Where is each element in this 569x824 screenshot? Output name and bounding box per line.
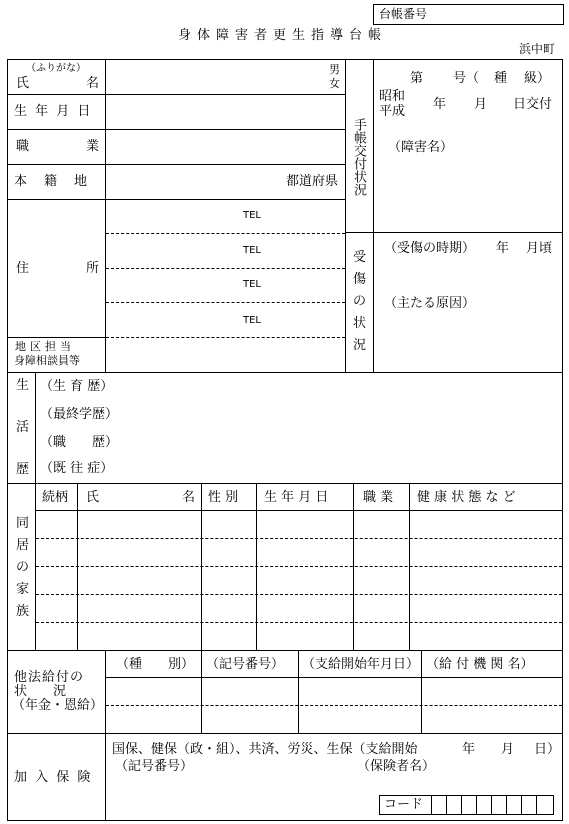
- injury-side-char-4: 状: [353, 316, 367, 331]
- benefits-header-type: （種 別）: [116, 657, 195, 672]
- handbook-year: 年: [433, 97, 447, 112]
- address-field-1[interactable]: [106, 200, 345, 233]
- code-label: コード: [384, 797, 424, 812]
- injury-time-label: （受傷の時期）: [384, 241, 476, 256]
- insurance-insurer-name: （保険者名）: [357, 759, 436, 774]
- family-header-occupation: 職 業: [363, 490, 394, 505]
- address-label-left: 住: [16, 261, 30, 276]
- era-heisei[interactable]: 平成: [379, 104, 406, 119]
- family-header-relation: 続柄: [42, 490, 69, 505]
- address-field-2[interactable]: [106, 234, 345, 268]
- family-header-health: 健 康 状 態 な ど: [417, 490, 516, 505]
- handbook-dai: 第: [410, 71, 424, 86]
- insurance-month: 月: [501, 742, 515, 757]
- injury-side-char-5: 況: [353, 338, 367, 353]
- tel-label-1: TEL: [243, 210, 261, 221]
- family-header-name-right: 名: [182, 490, 196, 505]
- name-label-right: 名: [86, 76, 100, 91]
- family-side-char-3: の: [16, 560, 30, 575]
- injury-month-about: 月頃: [526, 241, 553, 256]
- handbook-grade: 種: [494, 71, 508, 86]
- benefits-label-3: （年金・恩給）: [12, 698, 104, 713]
- domicile-field[interactable]: [106, 165, 286, 199]
- era-showa[interactable]: 昭和: [379, 89, 406, 104]
- tel-label-3: TEL: [243, 279, 261, 290]
- benefits-label-2: 状 況: [14, 684, 67, 699]
- family-table-body[interactable]: [36, 511, 562, 650]
- handbook-grade2: 級）: [524, 71, 551, 86]
- page-title: 身体障害者更生指導台帳: [178, 28, 388, 43]
- handbook-go: 号（: [453, 71, 480, 86]
- upbringing-label: （生 育 歴）: [40, 379, 114, 394]
- code-digit-5[interactable]: [492, 796, 507, 814]
- sex-male[interactable]: 男: [329, 63, 340, 76]
- code-digit-3[interactable]: [462, 796, 477, 814]
- benefits-header-start: （支給開始年月日）: [302, 657, 420, 672]
- domicile-label: 本 籍 地: [14, 174, 90, 189]
- insurance-symbol-number: （記号番号）: [115, 759, 194, 774]
- family-side-char-1: 同: [16, 516, 30, 531]
- code-digit-4[interactable]: [477, 796, 492, 814]
- injury-side-char-2: 傷: [353, 272, 367, 287]
- injury-side-char-3: の: [353, 294, 367, 309]
- handbook-month: 月: [474, 97, 488, 112]
- town-name: 浜中町: [519, 42, 556, 56]
- tel-label-4: TEL: [243, 315, 261, 326]
- medical-history-label: （既 往 症）: [40, 461, 114, 476]
- tel-label-2: TEL: [243, 245, 261, 256]
- disability-name-label: （障害名）: [388, 140, 454, 155]
- birthdate-field[interactable]: [106, 95, 345, 129]
- life-side-char-3: 歴: [16, 462, 30, 477]
- furigana-label: （ふりがな）: [26, 63, 86, 74]
- occupation-field[interactable]: [106, 130, 345, 164]
- benefits-header-agency: （給 付 機 関 名）: [426, 657, 534, 672]
- injury-side-char-1: 受: [353, 250, 367, 265]
- work-history-label: （職 歴）: [40, 435, 119, 450]
- life-side-char-1: 生: [16, 378, 30, 393]
- education-label: （最終学歴）: [40, 407, 119, 422]
- insurance-types[interactable]: 国保、健保（政・組）、共済、労災、生保（支給開始: [112, 742, 418, 757]
- code-digit-1[interactable]: [432, 796, 447, 814]
- family-header-sex: 性 別: [208, 490, 239, 505]
- injury-cause-label: （主たる原因）: [384, 296, 476, 311]
- family-side-char-4: 家: [16, 582, 30, 597]
- district-counselor-field[interactable]: [106, 338, 345, 372]
- family-side-char-5: 族: [16, 604, 30, 619]
- name-label-left: 氏: [16, 76, 30, 91]
- insurance-year: 年: [462, 742, 476, 757]
- ledger-number-label: 台帳番号: [379, 7, 428, 21]
- address-label-right: 所: [86, 261, 100, 276]
- address-field-4[interactable]: [106, 303, 345, 337]
- code-digit-8[interactable]: [537, 796, 553, 814]
- code-digit-2[interactable]: [447, 796, 462, 814]
- benefits-table-body[interactable]: [106, 678, 562, 733]
- benefits-header-number: （記号番号）: [206, 657, 285, 672]
- handbook-side-label: 手帳交付状況: [351, 118, 366, 196]
- injury-year: 年: [496, 241, 510, 256]
- occupation-label-right: 業: [86, 139, 100, 154]
- address-field-3[interactable]: [106, 269, 345, 302]
- sex-female[interactable]: 女: [329, 77, 340, 90]
- birthdate-label: 生 年 月 日: [14, 104, 93, 119]
- insurance-day: 日）: [534, 742, 561, 757]
- family-header-name-left: 氏: [86, 490, 100, 505]
- family-side-char-2: 居: [16, 538, 30, 553]
- insurance-label: 加 入 保 険: [14, 770, 93, 785]
- occupation-label-left: 職: [16, 139, 30, 154]
- prefecture-label: 都道府県: [286, 174, 339, 189]
- family-header-birthdate: 生 年 月 日: [264, 490, 329, 505]
- benefits-label-1: 他法給付の: [14, 670, 85, 685]
- name-field[interactable]: [106, 60, 326, 94]
- handbook-issued: 日交付: [513, 97, 553, 112]
- district-label-2: 身障相談員等: [14, 354, 80, 367]
- code-digit-6[interactable]: [507, 796, 522, 814]
- district-label-1: 地区担当: [15, 340, 75, 353]
- code-digit-7[interactable]: [522, 796, 537, 814]
- life-side-char-2: 活: [16, 420, 30, 435]
